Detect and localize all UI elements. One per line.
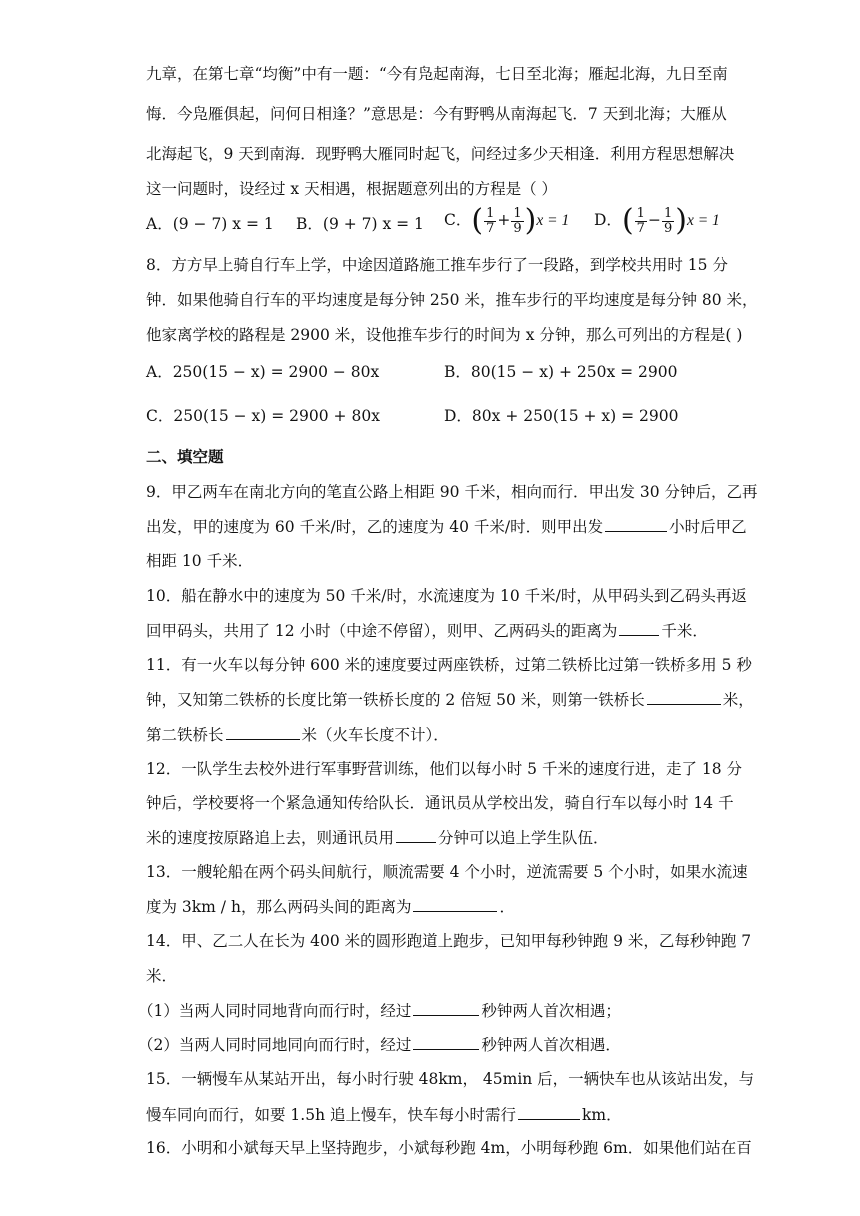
q7-c-rparen: ) <box>524 203 537 238</box>
q12-line-2: 钟后，学校要将一个紧急通知传给队长．通讯员从学校出发，骑自行车以每小时 14 千 <box>146 794 734 812</box>
frac-numerator: 1 <box>513 205 522 221</box>
q13-text-b: ． <box>499 898 515 916</box>
q7-c-frac-1-9 <box>511 207 523 236</box>
q8-option-a[interactable]: A．250(15 − x) = 2900 − 80x <box>146 363 380 381</box>
q14-answer-blank-2[interactable] <box>413 1034 479 1050</box>
q11-line-1: 11．有一火车以每分钟 600 米的速度要过两座铁桥，过第二铁桥比过第一铁桥多用 5 秒 <box>146 656 752 674</box>
q8-line-2: 钟．如果他骑自行车的平均速度是每分钟 250 米，推车步行的平均速度是每分钟 80 米， <box>146 291 758 309</box>
q12-answer-blank[interactable] <box>396 827 436 843</box>
q13-answer-blank[interactable] <box>413 896 497 912</box>
q14-sub-1 <box>138 1000 621 1021</box>
q11-line-2 <box>146 689 754 710</box>
q9-line-1: 9．甲乙两车在南北方向的笔直公路上相距 90 千米，相向而行．甲出发 30 分钟后，乙再 <box>146 483 758 501</box>
q7-c-lparen: ( <box>471 203 484 238</box>
q14-sub-2 <box>138 1034 621 1055</box>
q15-text-b: km． <box>582 1106 622 1124</box>
q8-line-1: 8．方方早上骑自行车上学，中途因道路施工推车步行了一段路，到学校共用时 15 分 <box>146 256 728 274</box>
q7-line-3: 北海起飞，9 天到南海．现野鸭大雁同时起飞，问经过多少天相逢．利用方程思想解决 <box>146 145 735 163</box>
frac-numerator: 1 <box>663 205 673 221</box>
q14-sub-2-text-a: （2）当两人同时同地同向而行时，经过 <box>138 1036 412 1054</box>
q8-option-c[interactable]: C．250(15 − x) = 2900 + 80x <box>146 407 380 425</box>
q7-option-a[interactable]: A．(9 − 7) x = 1 <box>146 215 274 233</box>
q10-text-a: 回甲码头，共用了 12 小时（中途不停留），则甲、乙两码头的距离为 <box>146 622 618 640</box>
q7-d-frac-1-9 <box>662 207 674 236</box>
q13-line-1: 13．一艘轮船在两个码头间航行，顺流需要 4 个小时，逆流需要 5 个小时，如果水流速 <box>146 863 748 881</box>
q11-text-b: 米， <box>722 691 754 709</box>
q7-option-d-label: D． <box>594 211 622 229</box>
q12-line-3 <box>146 827 609 848</box>
q10-text-b: 千米． <box>661 622 708 640</box>
q7-d-tail: x = 1 <box>686 212 720 229</box>
q11-line-3 <box>146 724 449 745</box>
q7-c-plus: + <box>497 211 511 229</box>
frac-numerator: 1 <box>636 205 645 221</box>
q7-line-4: 这一问题时，设经过 x 天相遇，根据题意列出的方程是（ ） <box>146 180 558 198</box>
frac-denominator: 9 <box>513 220 522 236</box>
q14-sub-1-text-b: 秒钟两人首次相遇； <box>481 1002 621 1020</box>
q7-d-rparen: ) <box>675 203 687 238</box>
q7-d-lparen: ( <box>621 203 634 238</box>
q15-answer-blank[interactable] <box>518 1104 580 1120</box>
q16-line-1: 16．小明和小斌每天早上坚持跑步，小斌每秒跑 4m，小明每秒跑 6m．如果他们站在百 <box>146 1139 752 1157</box>
q10-line-2 <box>146 620 708 641</box>
frac-denominator: 7 <box>486 220 495 236</box>
q7-option-c[interactable] <box>444 203 570 238</box>
q9-line-3: 相距 10 千米． <box>146 552 254 570</box>
frac-denominator: 7 <box>636 220 645 236</box>
q14-line-1: 14．甲、乙二人在长为 400 米的圆形跑道上跑步，已知甲每秒钟跑 9 米，乙每秒钟跑 7 <box>146 932 752 950</box>
q12-line-1: 12．一队学生去校外进行军事野营训练，他们以每小时 5 千米的速度行进，走了 18 分 <box>146 760 743 778</box>
q7-line-2: 悔．今凫雁俱起，问何日相逢？”意思是：今有野鸭从南海起飞．7 天到北海；大雁从 <box>146 105 727 123</box>
q14-sub-2-text-b: 秒钟两人首次相遇． <box>481 1036 621 1054</box>
q7-d-minus: − <box>647 211 661 229</box>
q12-text-a: 米的速度按原路追上去，则通讯员用 <box>146 829 395 847</box>
q8-option-b[interactable]: B．80(15 − x) + 250x = 2900 <box>444 363 678 381</box>
q8-line-3: 他家离学校的路程是 2900 米，设他推车步行的时间为 x 分钟，那么可列出的方程是( ) <box>146 326 743 344</box>
q9-answer-blank[interactable] <box>605 516 667 532</box>
q15-line-1: 15．一辆慢车从某站开出，每小时行驶 48km， 45min 后，一辆快车也从该站出发，与 <box>146 1070 755 1088</box>
q7-d-frac-1-7 <box>635 207 647 236</box>
frac-denominator: 9 <box>663 220 673 236</box>
q10-answer-blank[interactable] <box>619 620 659 636</box>
q7-option-d[interactable] <box>594 203 720 238</box>
q10-line-1: 10．船在静水中的速度为 50 千米/时，水流速度为 10 千米/时，从甲码头到乙码头再返 <box>146 587 747 605</box>
q7-c-frac-1-7 <box>484 207 496 236</box>
q7-option-b[interactable]: B．(9 + 7) x = 1 <box>296 215 424 233</box>
q11-text-c: 第二铁桥长 <box>146 726 224 744</box>
q8-option-d[interactable]: D．80x + 250(15 + x) = 2900 <box>444 407 679 425</box>
q11-text-a: 钟，又知第二铁桥的长度比第一铁桥长度的 2 倍短 50 米，则第一铁桥长 <box>146 691 645 709</box>
q12-text-b: 分钟可以追上学生队伍． <box>438 829 609 847</box>
q13-line-2 <box>146 896 515 917</box>
q13-text-a: 度为 3km / h，那么两码头间的距离为 <box>146 898 412 916</box>
q11-answer-blank-2[interactable] <box>226 724 300 740</box>
frac-numerator: 1 <box>486 205 495 221</box>
q15-line-2 <box>146 1104 622 1125</box>
q9-text-b: 小时后甲乙 <box>669 518 747 536</box>
q7-option-c-label: C． <box>444 211 472 229</box>
section-title-fill-in: 二、填空题 <box>146 447 224 466</box>
q15-text-a: 慢车同向而行，如要 1.5h 追上慢车，快车每小时需行 <box>146 1106 516 1124</box>
q9-text-a: 出发，甲的速度为 60 千米/时，乙的速度为 40 千米/时．则甲出发 <box>146 518 604 536</box>
q14-line-2: 米． <box>146 967 178 985</box>
q7-line-1: 九章，在第七章“均衡”中有一题：“今有凫起南海，七日至北海；雁起北海，九日至南 <box>146 65 728 83</box>
q14-sub-1-text-a: （1）当两人同时同地背向而行时，经过 <box>138 1002 412 1020</box>
q14-answer-blank-1[interactable] <box>413 1000 479 1016</box>
q11-answer-blank-1[interactable] <box>647 689 721 705</box>
q9-line-2 <box>146 516 747 537</box>
q7-c-tail: x = 1 <box>536 212 570 229</box>
q11-text-d: 米（火车长度不计）． <box>301 726 449 744</box>
